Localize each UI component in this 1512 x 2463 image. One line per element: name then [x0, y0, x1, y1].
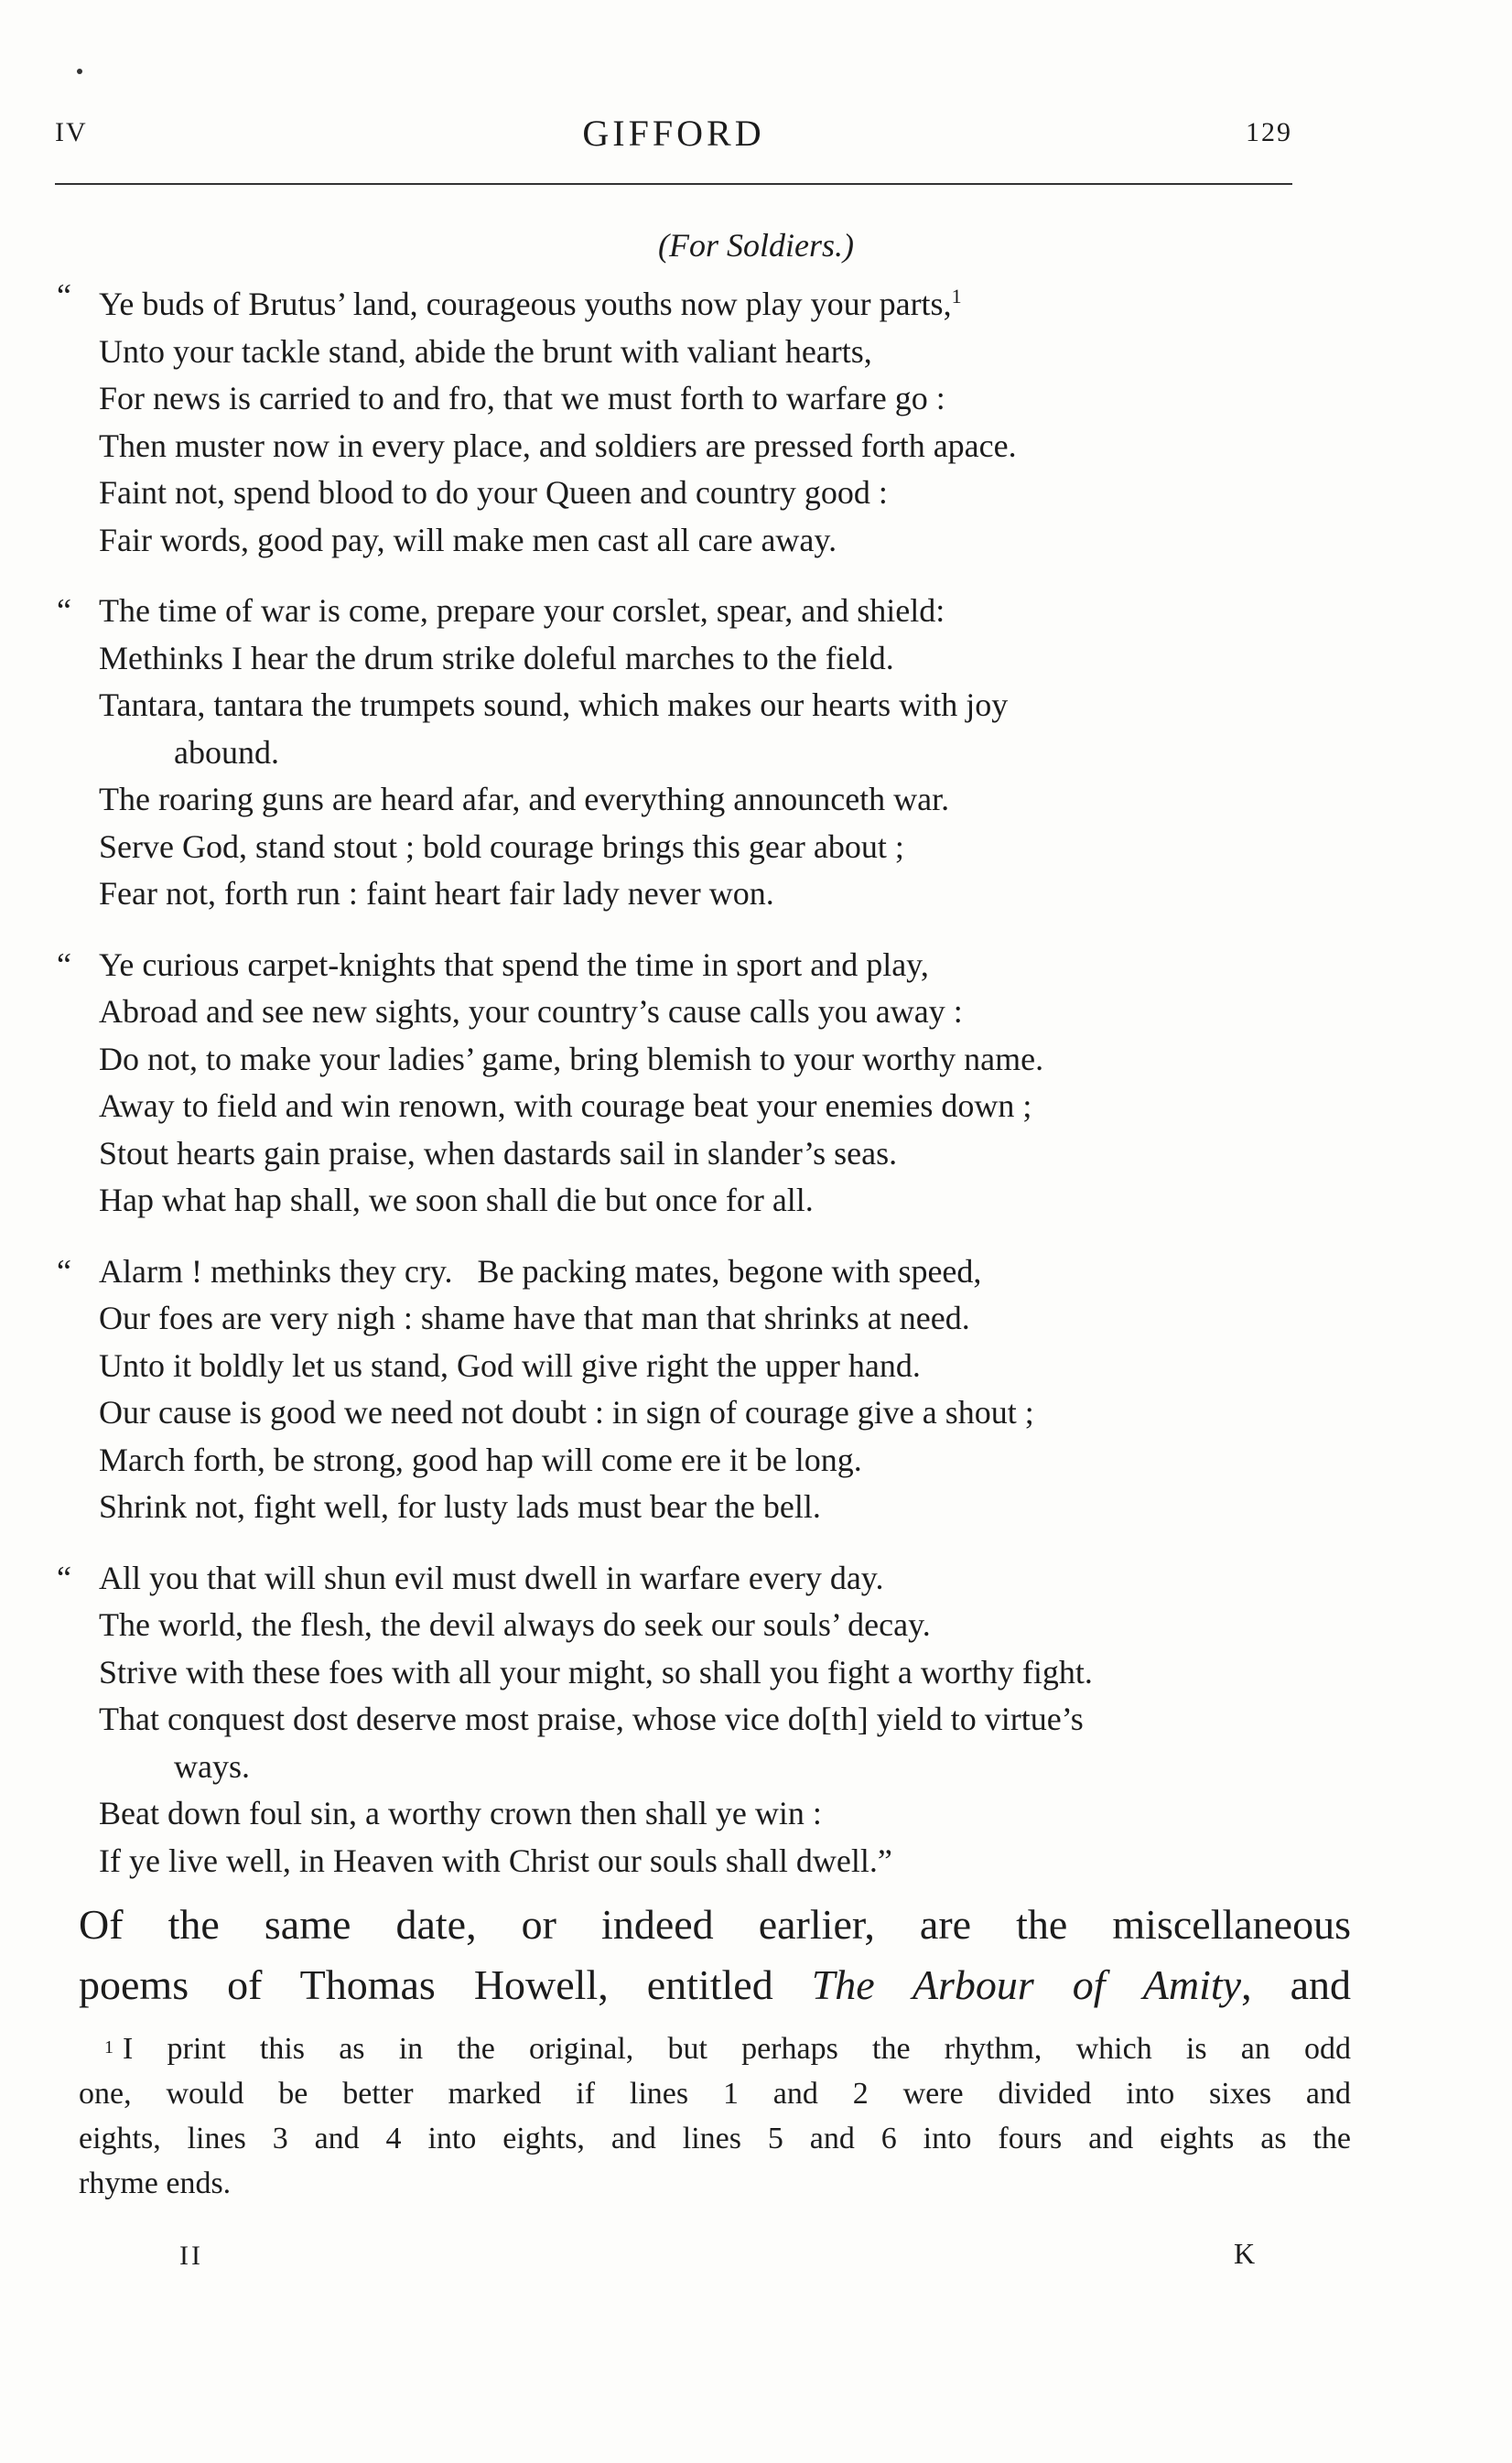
poem-line: Stout hearts gain praise, when dastards sail in slander’s seas. — [99, 1134, 898, 1172]
poem-line: Strive with these foes with all your might, so shall you fight a worthy fight. — [99, 1653, 1093, 1691]
section-number: IV — [55, 117, 88, 147]
footnote-line: $^1$ I print this as in the original, but perhaps the rhythm, which is an odd — [104, 2032, 1351, 2066]
opening-quote: “ — [57, 277, 71, 314]
opening-quote: “ — [57, 1252, 71, 1290]
poem-line: “ All you that will shun evil must dwell in warfare every day. — [57, 1555, 1356, 1603]
footnote-line: eights, lines 3 and 4 into eights, and lines 5 and 6 into fours and eights as the — [79, 2122, 1351, 2155]
poem-line: “ The time of war is come, prepare your corslet, spear, and shield: — [57, 588, 1356, 635]
poem-line: Shrink not, fight well, for lusty lads must bear the bell. — [99, 1488, 821, 1525]
poem-line: The roaring guns are heard afar, and everything announceth war. — [99, 781, 950, 817]
footnote-line: one, would be better marked if lines 1 and 2 were divided into sixes and — [79, 2077, 1351, 2111]
poem-line: Methinks I hear the drum strike doleful marches to the field. — [99, 639, 894, 676]
running-header — [55, 112, 1292, 167]
poem-line-continuation: abound. — [174, 733, 279, 771]
poem-line: Serve God, stand stout ; bold courage brings this gear about ; — [99, 827, 904, 865]
opening-quote: “ — [57, 592, 71, 629]
poem-line: Fear not, forth run : faint heart fair lady never won. — [99, 875, 774, 912]
page-number: 129 — [1246, 117, 1292, 147]
poem-line: Do not, to make your ladies’ game, bring blemish to your worthy name. — [99, 1040, 1044, 1077]
stanza-5 — [57, 1555, 1356, 1885]
poem-line: Away to field and win renown, with courage beat your enemies down ; — [99, 1087, 1032, 1124]
header-rule — [55, 183, 1292, 185]
poem-line: That conquest dost deserve most praise, whose vice do[th] yield to virtue’s — [99, 1701, 1084, 1737]
poem-line: Then muster now in every place, and soldiers are pressed forth apace. — [99, 427, 1017, 464]
poem-line: March forth, be strong, good hap will come ere it be long. — [99, 1441, 862, 1478]
poem-line: Unto your tackle stand, abide the brunt with valiant hearts, — [99, 332, 872, 370]
paragraph-line: poems of Thomas Howell, entitled The Arbour of Amity, and — [79, 1961, 1352, 2008]
poem-line: Abroad and see new sights, your country’s cause calls you away : — [99, 993, 963, 1030]
poem-line: Fair words, good pay, will make men cast all care away. — [99, 521, 837, 558]
poem — [57, 273, 1356, 1908]
poem-line: Unto it boldly let us stand, God will give right the upper hand. — [99, 1346, 921, 1384]
poem-line: “ Alarm ! methinks they cry. Be packing mates, begone with speed, — [57, 1248, 1356, 1296]
poem-line: For news is carried to and fro, that we must forth to warfare go : — [99, 380, 945, 416]
poem-line: The world, the flesh, the devil always do seek our souls’ decay. — [99, 1606, 931, 1643]
signature-mark-letter: K — [1234, 2237, 1256, 2270]
poem-line-continuation: ways. — [174, 1747, 250, 1785]
page-speck — [77, 69, 82, 74]
stanza-4 — [57, 1248, 1356, 1531]
poem-line: Faint not, spend blood to do your Queen and country good : — [99, 474, 888, 511]
poem-line: Beat down foul sin, a worthy crown then shall ye win : — [99, 1795, 822, 1831]
footnote — [79, 2025, 1351, 2206]
poem-heading: (For Soldiers.) — [658, 227, 854, 264]
poem-line: Our cause is good we need not doubt : in sign of courage give a shout ; — [99, 1394, 1034, 1431]
poem-line: Our foes are very nigh : shame have that man that shrinks at need. — [99, 1300, 970, 1336]
poem-line: Tantara, tantara the trumpets sound, which makes our hearts with joy — [99, 686, 1009, 723]
footnote-marker: 1 — [104, 2037, 113, 2058]
poem-line: “ Ye buds of Brutus’ land, courageous youths now play your parts,$^1$ — [57, 273, 1356, 329]
poem-line: “ Ye curious carpet-knights that spend the time in sport and play, — [57, 942, 1356, 989]
stanza-2 — [57, 588, 1356, 918]
opening-quote: “ — [57, 945, 71, 983]
paragraph-line: Of the same date, or indeed earlier, are the miscellaneous — [79, 1901, 1351, 1948]
signature-mark-volume: II — [179, 2241, 203, 2271]
stanza-3 — [57, 942, 1356, 1225]
book-title: The Arbour of Amity — [811, 1961, 1242, 2008]
opening-quote: “ — [57, 1559, 71, 1596]
footnote-line: rhyme ends. — [79, 2166, 232, 2200]
running-title: GIFFORD — [582, 113, 765, 154]
footnote-reference: 1 — [951, 285, 962, 308]
body-paragraph — [79, 1895, 1351, 2015]
poem-line: Hap what hap shall, we soon shall die but once for all. — [99, 1182, 814, 1218]
stanza-1 — [57, 273, 1356, 564]
poem-line: If ye live well, in Heaven with Christ our souls shall dwell.” — [99, 1842, 892, 1879]
